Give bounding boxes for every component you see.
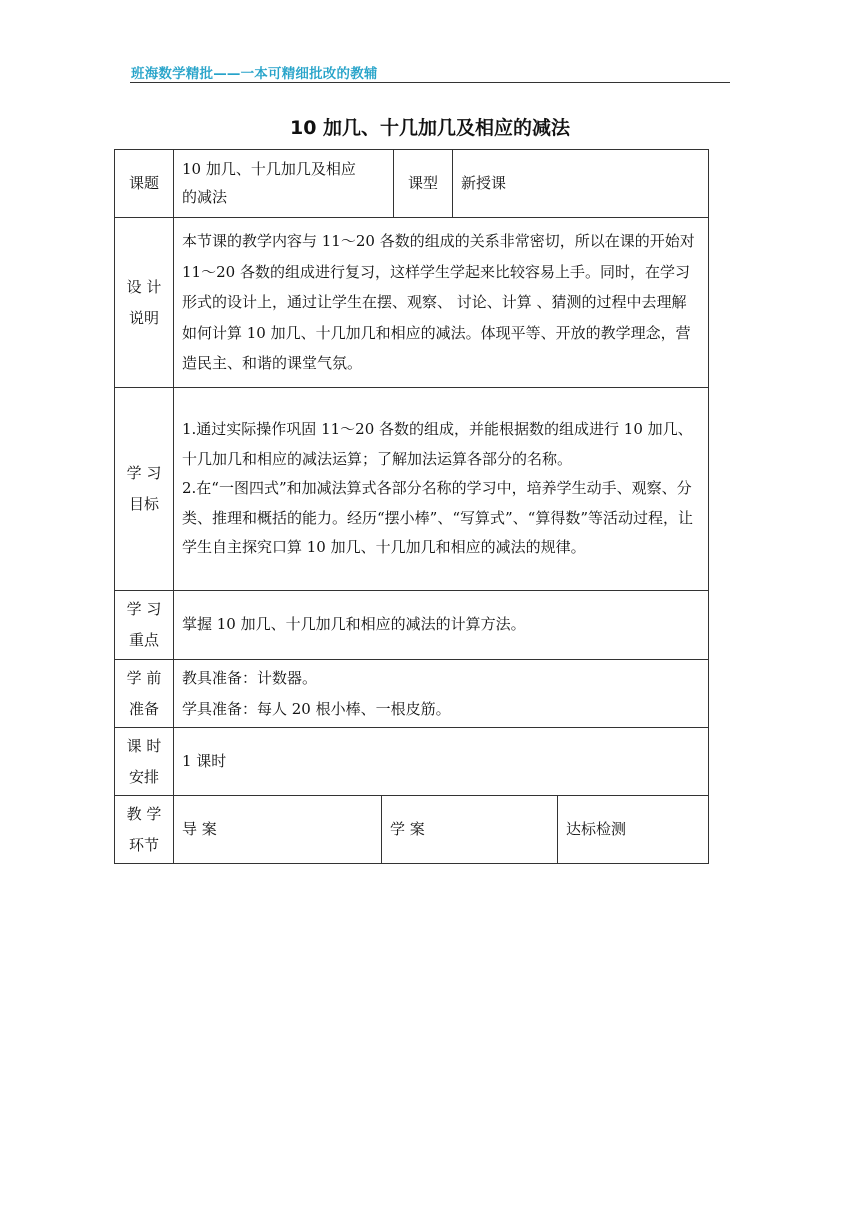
lesson-type-label: 课型 xyxy=(394,150,453,218)
stages-label-line1: 教 学 xyxy=(126,804,162,823)
schedule-content: 1 课时 xyxy=(174,728,709,796)
prep-content xyxy=(174,660,709,728)
topic-value-line1: 10 加几、十几加几及相应 xyxy=(182,160,356,178)
lesson-plan-table xyxy=(114,149,709,864)
prep-label-line2: 准备 xyxy=(128,699,159,718)
schedule-label-line2: 安排 xyxy=(128,767,159,786)
design-label-line2: 说明 xyxy=(128,308,159,327)
study-plan-header: 学 案 xyxy=(382,796,558,864)
goals-label-line1: 学 习 xyxy=(126,464,162,482)
key-label xyxy=(115,591,174,660)
student-prep: 学具准备：每人 20 根小棒、一根皮筋。 xyxy=(182,699,451,718)
topic-value-line2: 的减法 xyxy=(182,187,228,206)
table-row-goals xyxy=(115,388,709,591)
goals-content xyxy=(174,388,709,591)
design-content: 本节课的教学内容与 11～20 各数的组成的关系非常密切，所以在课的开始对 11～20 各数的组成进行复习，这样学生学起来比较容易上手。同时，在学习形式的设计上，通过让学生在摆、观察、 讨论、计算 、猜测的过程中去理解如何计算 10 加几、十几加几和相应的减法。体现平等、开放的教学理念，营造民主、和谐的课堂气氛。 xyxy=(174,218,709,388)
teacher-prep: 教具准备：计数器。 xyxy=(182,668,318,687)
topic-value xyxy=(174,150,394,218)
guide-plan-header: 导 案 xyxy=(174,796,382,864)
stages-label xyxy=(115,796,174,864)
assessment-header: 达标检测 xyxy=(558,796,709,864)
design-label-line1: 设 计 xyxy=(126,277,162,296)
topic-label: 课题 xyxy=(115,150,174,218)
prep-label xyxy=(115,660,174,728)
table-row-topic xyxy=(115,150,709,218)
goals-label xyxy=(115,388,174,591)
goals-label-line2: 目标 xyxy=(128,495,159,513)
table-row-key xyxy=(115,591,709,660)
table-row-stages xyxy=(115,796,709,864)
header-banner-text: 班海数学精批——一本可精细批改的教辅 xyxy=(131,66,378,82)
goal-item-2: 2.在“一图四式”和加减法算式各部分名称的学习中，培养学生动手、观察、分类、推理和概括的能力。经历“摆小棒”、“写算式”、“算得数”等活动过程，让学生自主探究口算 10 加几、十几加几和相应的减法的规律。 xyxy=(182,479,694,557)
header-rule xyxy=(130,82,730,83)
prep-label-line1: 学 前 xyxy=(126,668,162,687)
lesson-type-value: 新授课 xyxy=(453,150,709,218)
key-label-line1: 学 习 xyxy=(126,600,162,618)
key-label-line2: 重点 xyxy=(128,631,159,649)
table-row-design xyxy=(115,218,709,388)
document-title: 10 加几、十几加几及相应的减法 xyxy=(289,117,571,139)
schedule-label-line1: 课 时 xyxy=(126,736,162,755)
schedule-label xyxy=(115,728,174,796)
design-label xyxy=(115,218,174,388)
key-content: 掌握 10 加几、十几加几和相应的减法的计算方法。 xyxy=(174,591,709,660)
goal-item-1: 1.通过实际操作巩固 11～20 各数的组成，并能根据数的组成进行 10 加几、十几加几和相应的减法运算；了解加法运算各部分的名称。 xyxy=(182,420,693,468)
table-row-prep xyxy=(115,660,709,728)
stages-label-line2: 环节 xyxy=(128,835,159,854)
table-row-schedule xyxy=(115,728,709,796)
